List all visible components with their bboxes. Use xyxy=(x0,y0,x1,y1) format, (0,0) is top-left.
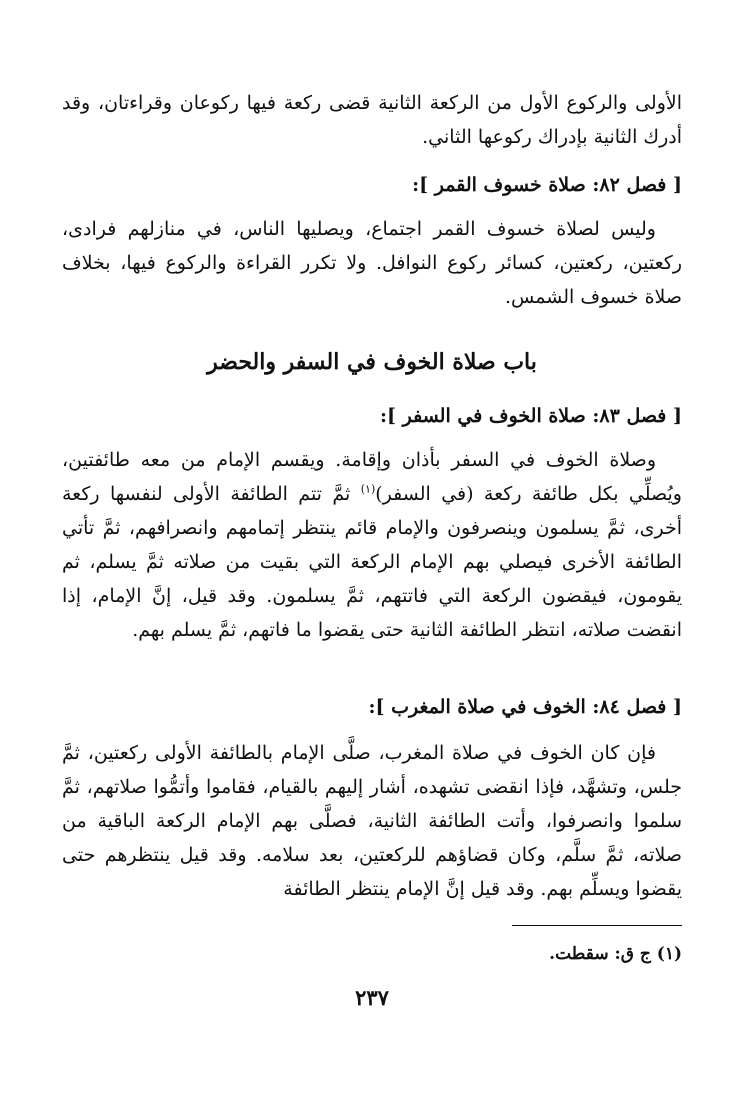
section-82-heading: [ فصل ٨٢: صلاة خسوف القمر ]: xyxy=(412,174,682,196)
continued-paragraph xyxy=(62,86,682,154)
section-84-text: فإن كان الخوف في صلاة المغرب، صلَّى الإمام بالطائفة الأولى ركعتين، ثمَّ جلس، وتشهَّد، فإذا انقضى تشهده، أشار إليهم بالقيام، فقاموا وأتمُّوا صلاتهم، ثمَّ سلموا وانصرفوا، وأتت الطائفة الثانية، فصلَّى بهم الإمام الركعة الباقية من صلاته، ثمَّ سلَّم، وكان قضاؤهم للركعتين، بعد سلامه. وقد قيل ينتظرهم حتى يقضوا ويسلِّم بهم. وقد قيل إنَّ الإمام ينتظر الطائفة xyxy=(62,742,682,900)
section-82-text: وليس لصلاة خسوف القمر اجتماع، ويصليها الناس، في منازلهم فرادى، ركعتين، ركعتين، كسائر ركوع النوافل. ولا تكرر القراءة والركوع فيها، بخلاف صلاة خسوف الشمس. xyxy=(62,218,682,308)
footnote: (١) ج ق: سقطت. xyxy=(549,944,682,964)
footnote-divider xyxy=(512,925,682,926)
page-number: ٢٣٧ xyxy=(355,985,389,1010)
section-83-text xyxy=(62,443,682,647)
section-83-paragraph xyxy=(62,443,682,647)
section-84-heading: [ فصل ٨٤: الخوف في صلاة المغرب ]: xyxy=(368,696,682,718)
section-83-text-part1: وصلاة الخوف في السفر بأذان وإقامة. ويقسم الإمام من معه طائفتين، ويُصلِّي بكل طائفة ركعة (في السفر) xyxy=(62,449,682,505)
section-84-paragraph xyxy=(62,736,682,906)
continued-paragraph-text: الأولى والركوع الأول من الركعة الثانية قضى ركعة فيها ركوعان وقراءتان، وقد أدرك الثانية بإدراك ركوعها الثاني. xyxy=(62,92,682,148)
section-83-text-part2: ثمَّ تتم الطائفة الأولى لنفسها ركعة أخرى، ثمَّ يسلمون وينصرفون والإمام قائم ينتظر إتمامهم وانصرافهم، ثمَّ تأتي الطائفة الأخرى فيصلي بهم الإمام الركعة التي بقيت من صلاته ثمَّ يسلم، ثم يقومون، فيقضون الركعة التي فاتتهم، ثمَّ يسلمون. وقد قيل، إنَّ الإمام، إذا انقضت صلاته، انتظر الطائفة الثانية حتى يقضوا ما فاتهم، ثمَّ يسلم بهم. xyxy=(62,483,682,641)
chapter-title: باب صلاة الخوف في السفر والحضر xyxy=(207,349,537,375)
footnote-marker: (١) xyxy=(360,482,376,496)
section-83-heading: [ فصل ٨٣: صلاة الخوف في السفر ]: xyxy=(380,405,682,427)
section-82-paragraph xyxy=(62,212,682,314)
